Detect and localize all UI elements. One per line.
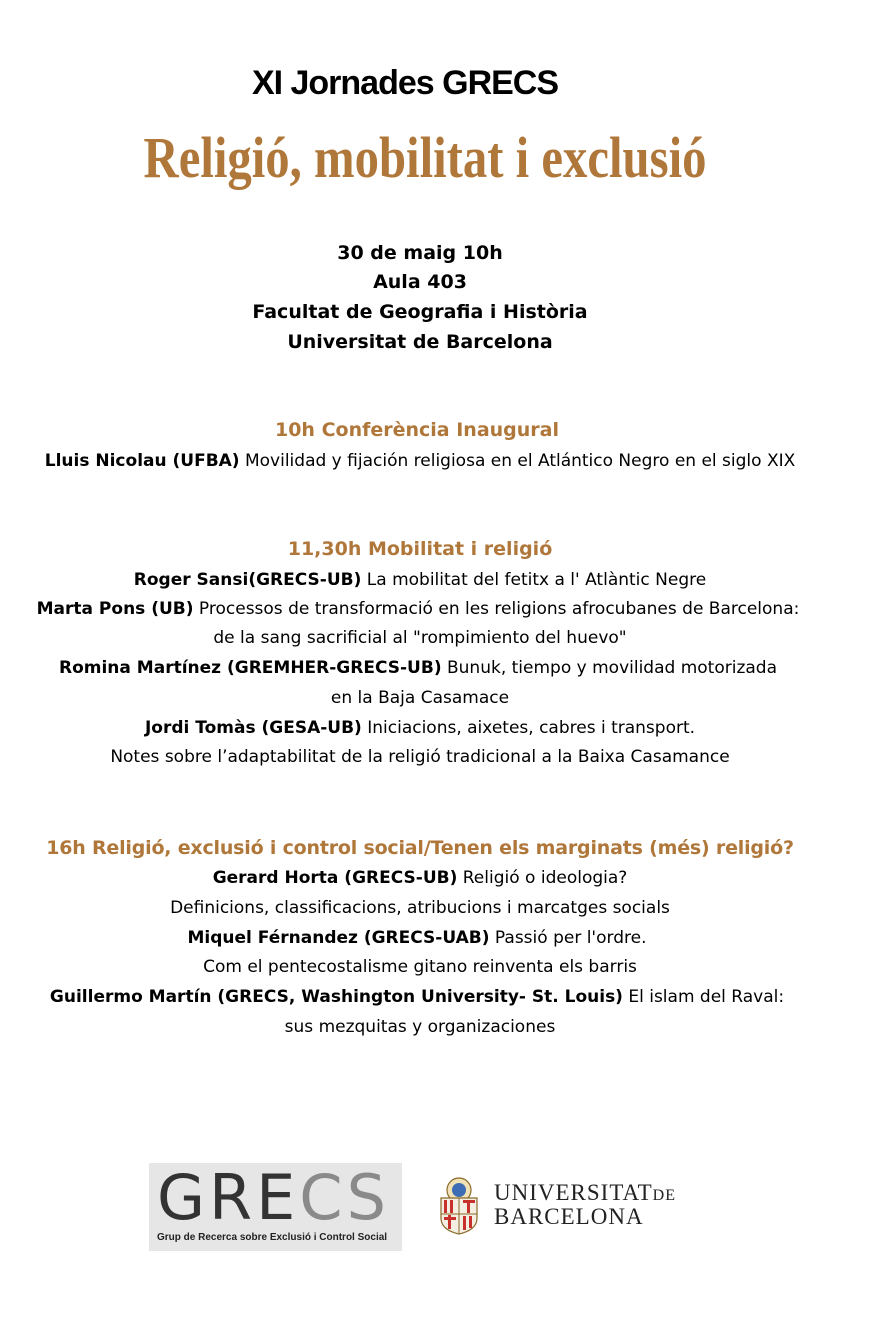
program-line [0, 747, 840, 767]
program-line [0, 898, 840, 918]
speaker-name: Jordi Tomàs (GESA-UB) [144, 718, 362, 738]
main-title: Religió, mobilitat i exclusió [143, 125, 707, 190]
grecs-wordmark [157, 1163, 390, 1233]
event-date: 30 de maig 10h [337, 242, 503, 264]
talk-title: Notes sobre l’adaptabilitat de la religió tradicional a la Baixa Casamance [110, 747, 730, 767]
talk-title: El islam del Raval: [622, 987, 785, 1007]
talk-title: Com el pentecostalisme gitano reinventa els barris [203, 957, 637, 977]
speaker-name: Romina Martínez (GREMHER-GRECS-UB) [59, 658, 442, 678]
talk-title: en la Baja Casamace [330, 688, 510, 708]
program-line [0, 957, 840, 977]
event-room: Aula 403 [373, 271, 467, 293]
talk-title: sus mezquitas y organizaciones [284, 1017, 556, 1037]
event-university: Universitat de Barcelona [287, 331, 553, 353]
program-line [0, 688, 840, 708]
talk-title: Iniciacions, aixetes, cabres i transport. [361, 718, 696, 738]
speaker-name: Marta Pons (UB) [36, 599, 194, 619]
talk-title: Movilidad y fijación religiosa en el Atlántico Negro en el siglo XIX [239, 451, 796, 471]
program-line [0, 987, 834, 1007]
talk-title: de la sang sacrificial al "rompimiento del huevo" [213, 628, 627, 648]
ub-name-line1 [494, 1180, 676, 1206]
grecs-wordmark-faded: CS [299, 1161, 390, 1234]
talk-title: Processos de transformació en les religions afrocubanes de Barcelona: [193, 599, 800, 619]
ub-name-line2: BARCELONA [494, 1204, 644, 1229]
talk-title: Definicions, classificacions, atribucions i marcatges socials [170, 898, 670, 918]
section-heading: 11,30h Mobilitat i religió [287, 538, 553, 560]
program-line [0, 451, 840, 471]
program-line [0, 628, 840, 648]
section-heading: 16h Religió, exclusió i control social/Tenen els marginats (més) religió? [46, 837, 794, 859]
grecs-logo [149, 1163, 402, 1251]
program-line [0, 1017, 840, 1037]
event-faculty: Facultat de Geografia i Història [252, 301, 588, 323]
speaker-name: Roger Sansi(GRECS-UB) [133, 570, 362, 590]
program-line [0, 718, 840, 738]
speaker-name: Lluis Nicolau (UFBA) [44, 451, 240, 471]
program-line [0, 599, 836, 619]
ub-logo [436, 1172, 696, 1242]
program-line [0, 658, 836, 678]
speaker-name: Miquel Férnandez (GRECS-UAB) [187, 928, 490, 948]
talk-title: Bunuk, tiempo y movilidad motorizada [441, 658, 777, 678]
program-line [0, 570, 840, 590]
program-line [0, 868, 840, 888]
section-heading: 10h Conferència Inaugural [274, 419, 560, 441]
grecs-tagline: Grup de Recerca sobre Exclusió i Control Social [157, 1232, 388, 1243]
speaker-name: Guillermo Martín (GRECS, Washington University- St. Louis) [49, 987, 623, 1007]
ub-name-main: UNIVERSITAT [494, 1180, 653, 1205]
event-series-title: XI Jornades GRECS [251, 64, 559, 102]
grecs-wordmark-main: GRE [157, 1161, 300, 1234]
ub-crest-icon [436, 1176, 482, 1236]
talk-title: Passió per l'ordre. [489, 928, 647, 948]
program-line [0, 928, 834, 948]
talk-title: Religió o ideologia? [457, 868, 628, 888]
ub-name-small: DE [652, 1187, 676, 1204]
speaker-name: Gerard Horta (GRECS-UB) [212, 868, 458, 888]
talk-title: La mobilitat del fetitx a l' Atlàntic Negre [361, 570, 707, 590]
